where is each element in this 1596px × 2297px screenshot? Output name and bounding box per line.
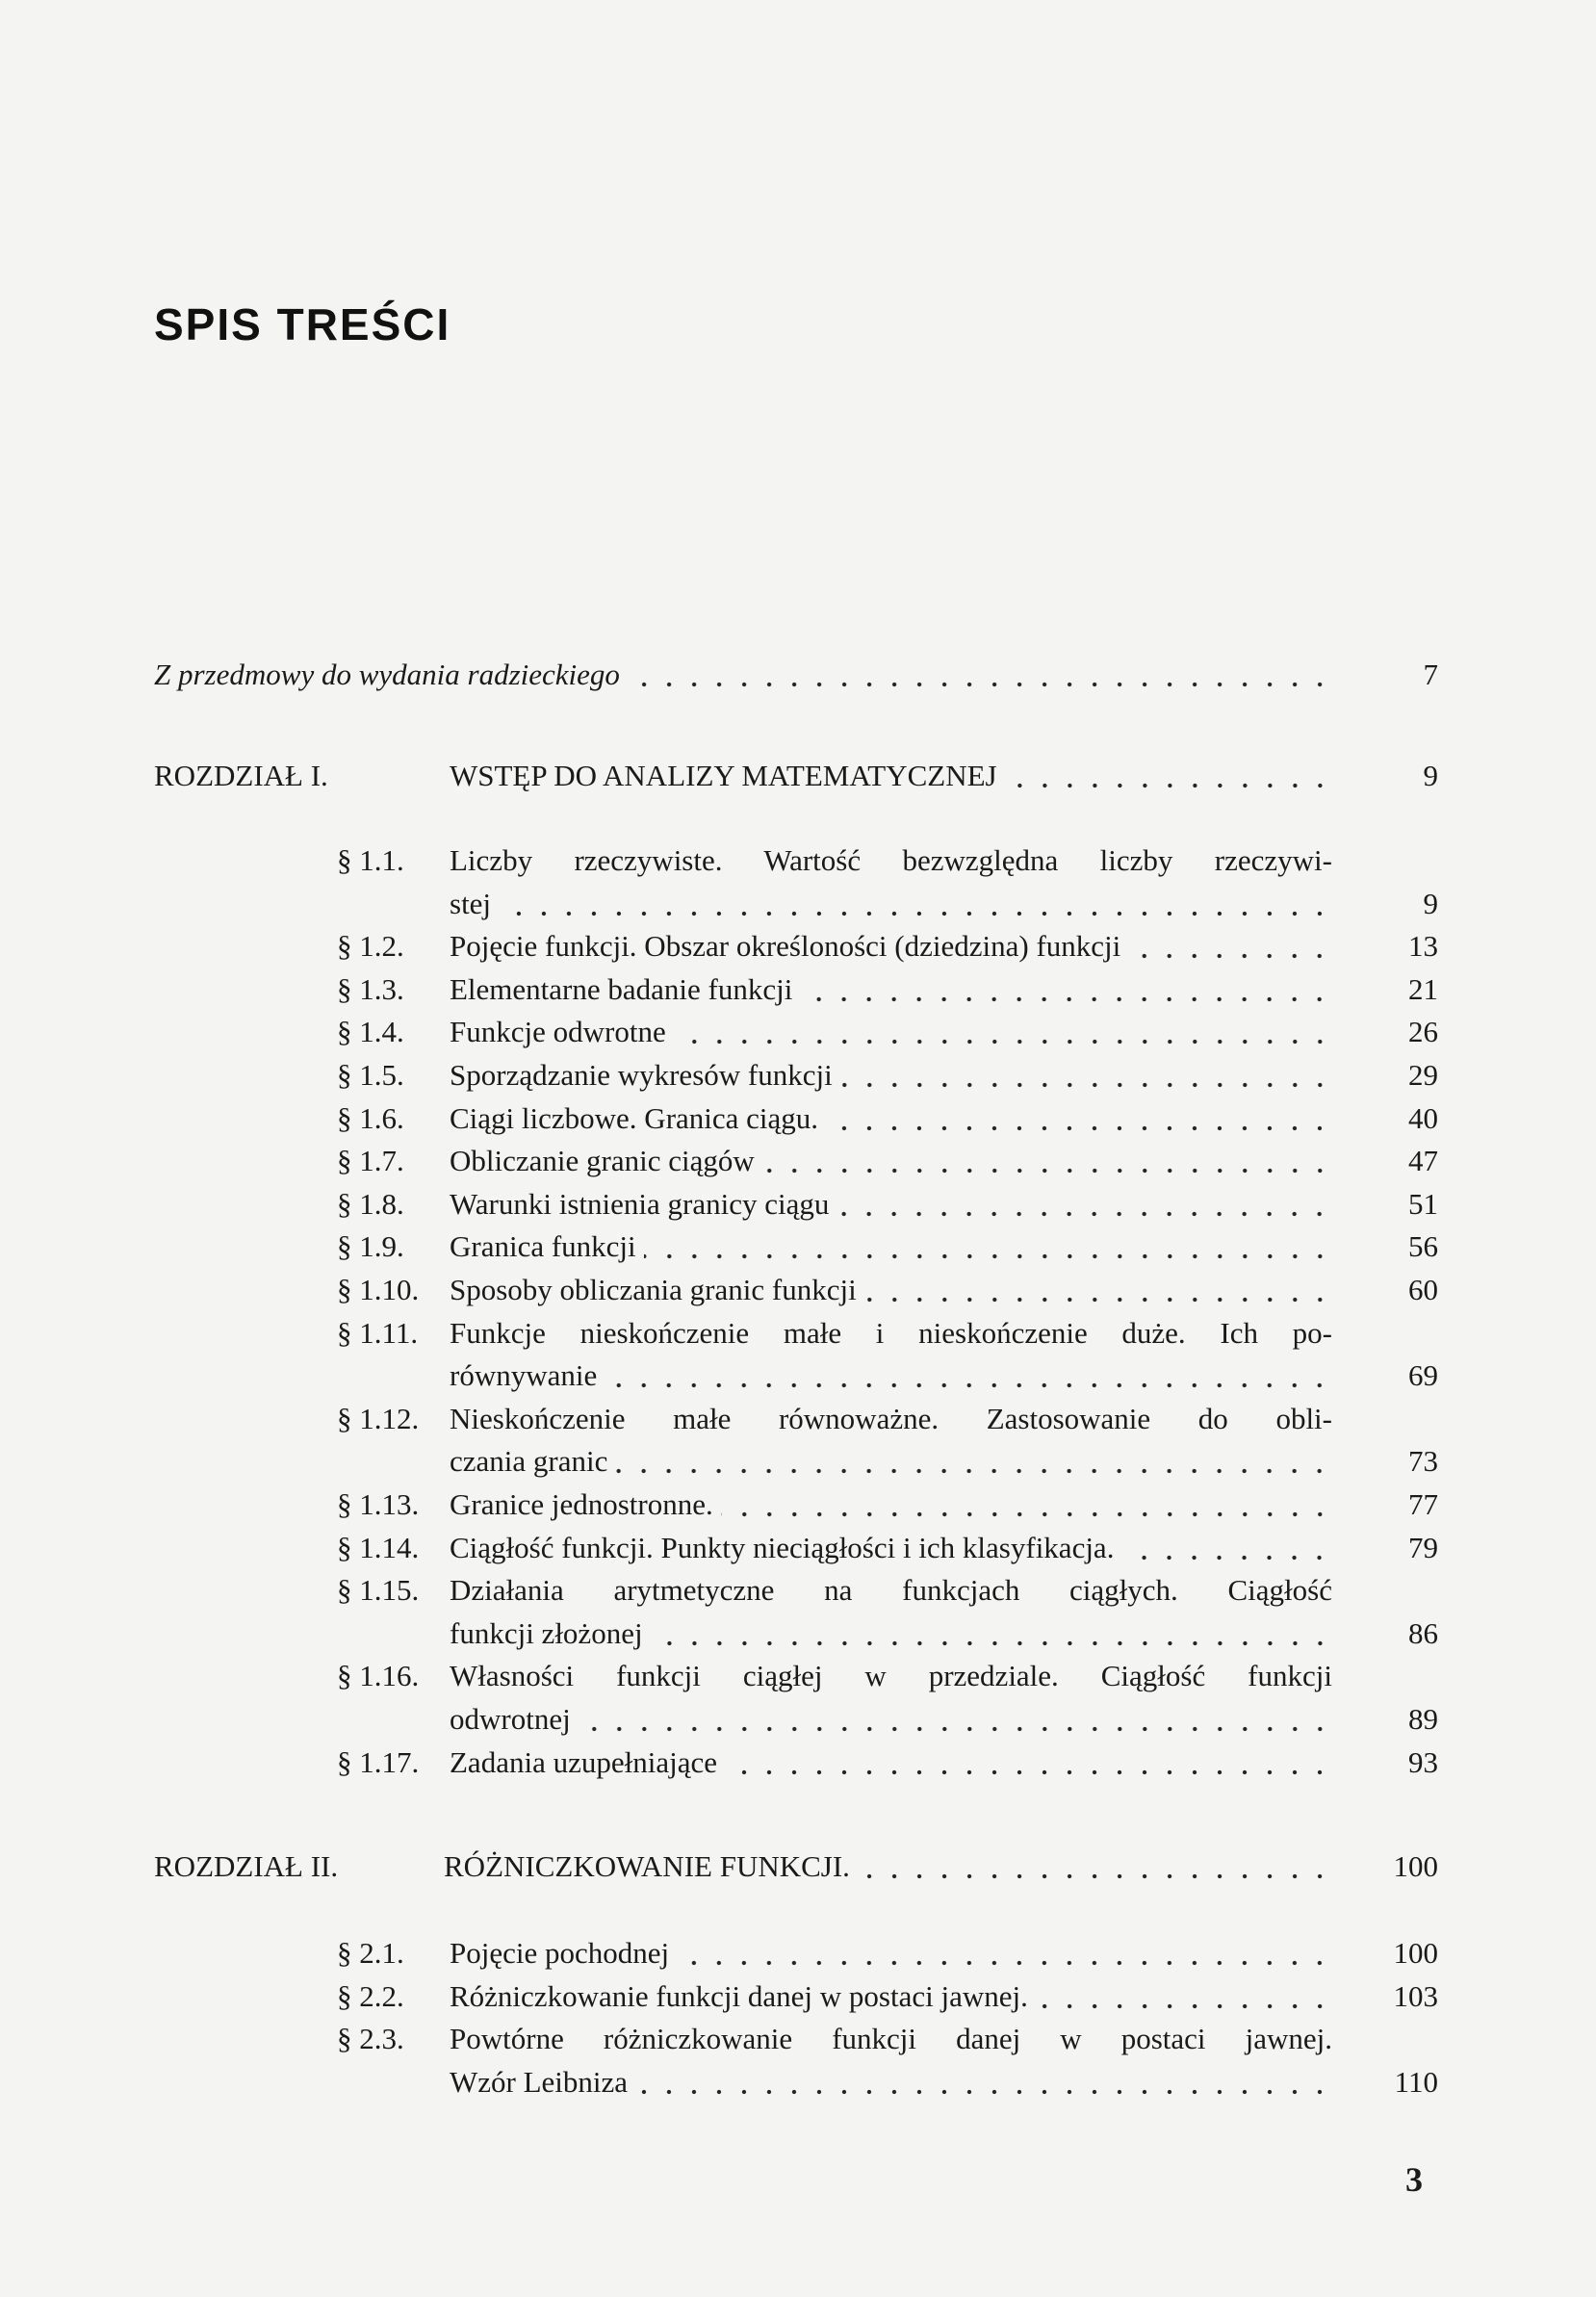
entry-title: Wzór Leibniza [450, 2064, 629, 2099]
dot-leader [1005, 755, 1332, 797]
entry-title: Sposoby obliczania granic funkcji [450, 1273, 857, 1306]
entry-text-line[interactable] [450, 968, 1332, 1011]
dot-leader [1121, 1527, 1332, 1569]
entry-text-line[interactable] [450, 1742, 1332, 1784]
entry-text-line[interactable] [154, 654, 1332, 696]
page-number-ref: 60 [1408, 1273, 1438, 1306]
entry-title: Elementarne badanie funkcji [450, 971, 793, 1006]
entry-title: Pojęcie pochodnej [450, 1936, 670, 1970]
toc-row [0, 1054, 1596, 1097]
dot-leader [628, 654, 1332, 696]
dot-leader [579, 1698, 1332, 1741]
section-number: § 2.1. [337, 1936, 404, 1970]
page-number-ref: 100 [1393, 1849, 1438, 1883]
toc-row [0, 654, 1596, 696]
section-number: § 1.12. [337, 1401, 420, 1435]
dot-leader [615, 1440, 1332, 1483]
dot-leader [677, 1932, 1332, 1974]
toc-row [0, 1698, 1596, 1741]
page-number-ref: 7 [1423, 658, 1438, 691]
toc-row [0, 755, 1596, 797]
dot-leader [826, 1097, 1332, 1140]
toc-row [0, 1655, 1596, 1697]
section-number: § 2.2. [337, 1978, 404, 2013]
dot-leader [644, 1226, 1332, 1268]
page-number-ref: 56 [1408, 1229, 1438, 1264]
page-title: SPIS TREŚCI [154, 299, 451, 349]
entry-text-line[interactable] [450, 1355, 1332, 1397]
page-number-ref: 21 [1408, 971, 1438, 1006]
entry-text-line[interactable] [450, 1484, 1332, 1526]
entry-title: czania granic [450, 1444, 608, 1479]
dot-leader [674, 1011, 1332, 1053]
entry-text-line[interactable] [450, 1054, 1332, 1097]
section-number: § 2.3. [337, 2022, 404, 2056]
page-number-ref: 77 [1408, 1487, 1438, 1521]
entry-text-line[interactable] [450, 1097, 1332, 1140]
entry-text-line[interactable] [450, 883, 1332, 925]
section-number: § 1.3. [337, 971, 404, 1006]
toc-row [0, 1527, 1596, 1569]
page-number-ref: 73 [1408, 1444, 1438, 1479]
section-number: § 1.9. [337, 1229, 404, 1264]
page-number-ref: 13 [1408, 929, 1438, 964]
dot-leader [800, 968, 1332, 1011]
entry-title: stej [450, 886, 492, 920]
entry-text-line[interactable] [450, 1269, 1332, 1311]
toc-row [0, 1097, 1596, 1140]
entry-title: Z przedmowy do wydania radzieckiego [154, 658, 620, 691]
entry-text-line[interactable] [450, 1613, 1332, 1655]
entry-text-line[interactable] [450, 1140, 1332, 1182]
toc-row [0, 839, 1596, 882]
toc-row [0, 1140, 1596, 1182]
section-number: § 1.1. [337, 843, 404, 877]
toc-row [0, 1269, 1596, 1311]
entry-title: RÓŻNICZKOWANIE FUNKCJI. [444, 1849, 850, 1883]
entry-text-line[interactable]: Liczby rzeczywiste. Wartość bezwzględna liczby rzeczywi- [450, 843, 1332, 877]
dot-leader [840, 1054, 1332, 1097]
entry-title: Warunki istnienia granicy ciągu [450, 1186, 830, 1221]
dot-leader [725, 1742, 1332, 1784]
entry-title: Funkcje odwrotne [450, 1015, 666, 1049]
toc-row [0, 1226, 1596, 1268]
page-number-ref: 100 [1393, 1936, 1438, 1970]
toc-row [0, 1845, 1596, 1888]
entry-title: równywanie [450, 1358, 598, 1393]
section-number: § 1.2. [337, 929, 404, 964]
chapter-label: ROZDZIAŁ II. [154, 1849, 339, 1883]
entry-text-line[interactable] [450, 1975, 1332, 2018]
dot-leader [721, 1484, 1332, 1526]
entry-text-line[interactable] [450, 1226, 1332, 1268]
page-number-ref: 79 [1408, 1530, 1438, 1564]
dot-leader [1128, 925, 1332, 968]
entry-title: Granica funkcji [450, 1229, 636, 1264]
toc-row [0, 1440, 1596, 1483]
page-number-ref: 26 [1408, 1015, 1438, 1049]
toc-row [0, 1398, 1596, 1440]
section-number: § 1.13. [337, 1487, 420, 1521]
chapter-label: ROZDZIAŁ I. [154, 759, 328, 792]
page-number-ref: 47 [1408, 1144, 1438, 1178]
section-number: § 1.11. [337, 1315, 419, 1350]
page-number-ref: 9 [1423, 886, 1438, 920]
dot-leader [499, 883, 1332, 925]
dot-leader [635, 2061, 1332, 2103]
toc-row [0, 968, 1596, 1011]
entry-title: odwrotnej [450, 1702, 571, 1736]
toc-row [0, 1355, 1596, 1397]
page-number-ref: 69 [1408, 1358, 1438, 1393]
dot-leader [762, 1140, 1332, 1182]
entry-text-line[interactable]: Działania arytmetyczne na funkcjach ciągłych. Ciągłość [450, 1573, 1332, 1608]
toc-row [0, 1569, 1596, 1612]
section-number: § 1.8. [337, 1186, 404, 1221]
page-number-ref: 9 [1423, 759, 1438, 792]
page-number-ref: 103 [1393, 1978, 1438, 2013]
toc-row [0, 2061, 1596, 2103]
entry-text-line[interactable]: Powtórne różniczkowanie funkcji danej w postaci jawnej. [450, 2022, 1332, 2056]
dot-leader [858, 1845, 1332, 1888]
toc-row [0, 1011, 1596, 1053]
page-number-ref: 29 [1408, 1058, 1438, 1092]
entry-text-line[interactable] [450, 1698, 1332, 1741]
entry-text-line[interactable] [450, 755, 1332, 797]
toc-row [0, 1183, 1596, 1226]
toc-row [0, 2018, 1596, 2060]
entry-title: Sporządzanie wykresów funkcji [450, 1058, 833, 1092]
section-number: § 1.4. [337, 1015, 404, 1049]
dot-leader [651, 1613, 1332, 1655]
toc-row [0, 925, 1596, 968]
entry-text-line[interactable] [450, 1183, 1332, 1226]
page-number-ref: 110 [1394, 2064, 1438, 2099]
entry-title: Zadania uzupełniające [450, 1744, 717, 1779]
entry-text-line[interactable]: Własności funkcji ciągłej w przedziale. Ciągłość funkcji [450, 1659, 1332, 1693]
dot-leader [864, 1269, 1332, 1311]
page-number-ref: 86 [1408, 1615, 1438, 1650]
page-number: 3 [1405, 2160, 1423, 2199]
entry-title: Różniczkowanie funkcji danej w postaci jawnej. [450, 1978, 1028, 2013]
section-number: § 1.7. [337, 1144, 404, 1178]
section-number: § 1.5. [337, 1058, 404, 1092]
dot-leader [837, 1183, 1332, 1226]
section-number: § 1.17. [337, 1744, 420, 1779]
section-number: § 1.15. [337, 1573, 420, 1608]
entry-title: Ciągi liczbowe. Granica ciągu. [450, 1100, 819, 1135]
section-number: § 1.10. [337, 1273, 420, 1306]
page-number-ref: 93 [1408, 1744, 1438, 1779]
toc-row [0, 1975, 1596, 2018]
entry-title: Granice jednostronne. [450, 1487, 713, 1521]
page-number-ref: 51 [1408, 1186, 1438, 1221]
entry-title: funkcji złożonej [450, 1615, 643, 1650]
dot-leader [1036, 1975, 1332, 2018]
entry-text-line[interactable] [450, 1011, 1332, 1053]
entry-text-line[interactable]: Funkcje nieskończenie małe i nieskończenie duże. Ich po- [450, 1315, 1332, 1350]
entry-text-line[interactable] [450, 1440, 1332, 1483]
page-number-ref: 89 [1408, 1702, 1438, 1736]
section-number: § 1.14. [337, 1530, 420, 1564]
toc-row [0, 1613, 1596, 1655]
toc-row [0, 1932, 1596, 1974]
section-number: § 1.6. [337, 1100, 404, 1135]
entry-title: Ciągłość funkcji. Punkty nieciągłości i ich klasyfikacja. [450, 1530, 1115, 1564]
entry-text-line[interactable] [450, 1527, 1332, 1569]
toc-row [0, 1484, 1596, 1526]
page-number-ref: 40 [1408, 1100, 1438, 1135]
entry-text-line[interactable] [450, 2061, 1332, 2103]
toc-row [0, 1312, 1596, 1355]
entry-title: Obliczanie granic ciągów [450, 1144, 755, 1178]
toc-row [0, 1742, 1596, 1784]
dot-leader [605, 1355, 1332, 1397]
entry-title: WSTĘP DO ANALIZY MATEMATYCZNEJ [450, 759, 997, 792]
entry-text-line[interactable]: Nieskończenie małe równoważne. Zastosowanie do obli- [450, 1401, 1332, 1435]
entry-title: Pojęcie funkcji. Obszar określoności (dziedzina) funkcji [450, 929, 1121, 964]
entry-text-line[interactable] [444, 1845, 1332, 1888]
entry-text-line[interactable] [450, 925, 1332, 968]
section-number: § 1.16. [337, 1659, 420, 1693]
entry-text-line[interactable] [450, 1932, 1332, 1974]
toc-row [0, 883, 1596, 925]
